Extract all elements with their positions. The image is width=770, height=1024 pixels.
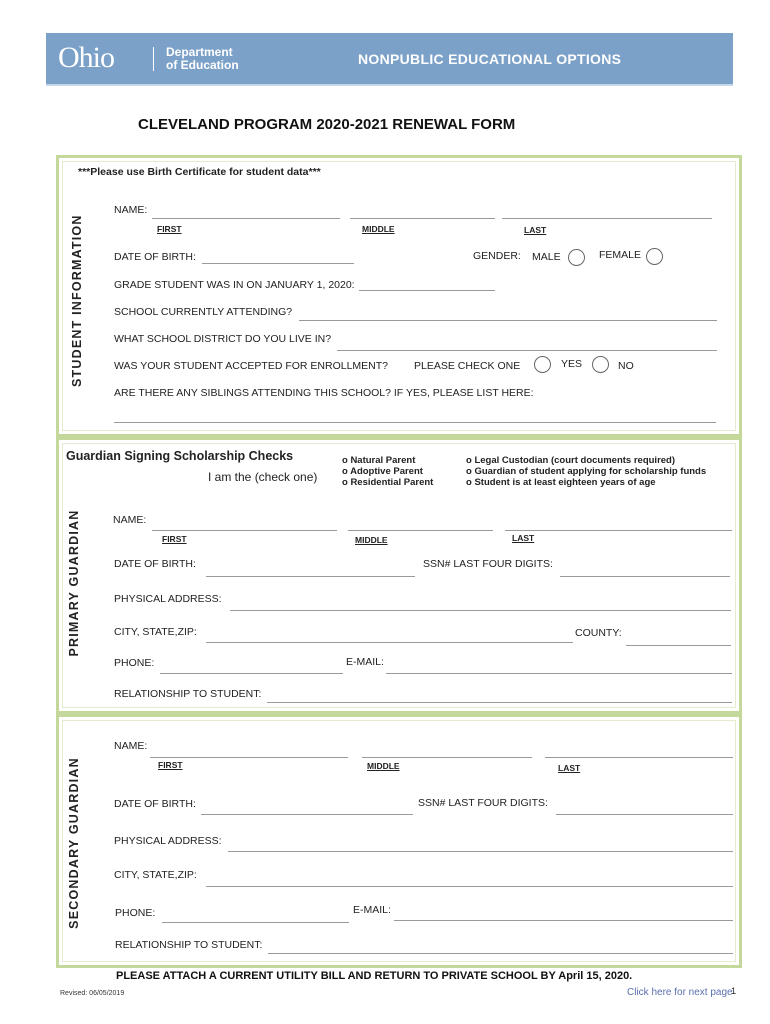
option-guardian-of-student[interactable]: o Guardian of student applying for scholarship funds bbox=[466, 466, 707, 477]
primary-relationship-field[interactable] bbox=[267, 702, 732, 703]
secondary-email-field[interactable] bbox=[394, 920, 733, 921]
primary-county-field[interactable] bbox=[626, 645, 731, 646]
primary-last-name-field[interactable] bbox=[505, 530, 732, 531]
grade-field[interactable] bbox=[359, 290, 495, 291]
student-first-caption: FIRST bbox=[157, 224, 182, 234]
secondary-relationship-field[interactable] bbox=[268, 953, 733, 954]
secondary-address-label: PHYSICAL ADDRESS: bbox=[114, 835, 222, 847]
siblings-field[interactable] bbox=[114, 422, 716, 423]
secondary-middle-name-field[interactable] bbox=[362, 757, 532, 758]
secondary-section-label: SECONDARY GUARDIAN bbox=[67, 757, 81, 929]
primary-phone-label: PHONE: bbox=[114, 657, 155, 669]
secondary-phone-label: PHONE: bbox=[115, 907, 156, 919]
primary-middle-caption: MIDDLE bbox=[355, 535, 388, 545]
secondary-first-name-field[interactable] bbox=[150, 757, 348, 758]
student-last-caption: LAST bbox=[524, 225, 547, 235]
no-label: NO bbox=[618, 360, 634, 372]
primary-first-name-field[interactable] bbox=[152, 530, 337, 531]
male-radio[interactable] bbox=[568, 249, 585, 266]
option-adoptive-parent[interactable]: o Adoptive Parent bbox=[342, 466, 423, 477]
program-title: NONPUBLIC EDUCATIONAL OPTIONS bbox=[358, 51, 622, 67]
primary-relationship-label: RELATIONSHIP TO STUDENT: bbox=[114, 688, 262, 700]
primary-last-caption: LAST bbox=[512, 533, 535, 543]
grade-label: GRADE STUDENT WAS IN ON JANUARY 1, 2020: bbox=[114, 279, 355, 291]
guardian-options-left bbox=[342, 455, 433, 488]
primary-dob-field[interactable] bbox=[206, 576, 415, 577]
option-residential-parent[interactable]: o Residential Parent bbox=[342, 477, 434, 488]
primary-city-field[interactable] bbox=[206, 642, 573, 643]
student-section-label: STUDENT INFORMATION bbox=[70, 214, 84, 387]
secondary-dob-field[interactable] bbox=[201, 814, 413, 815]
no-radio[interactable] bbox=[592, 356, 609, 373]
primary-ssn-field[interactable] bbox=[560, 576, 730, 577]
check-one-instruction: I am the (check one) bbox=[208, 470, 318, 484]
gender-label: GENDER: bbox=[473, 250, 521, 262]
secondary-ssn-label: SSN# LAST FOUR DIGITS: bbox=[418, 797, 548, 809]
student-dob-field[interactable] bbox=[202, 263, 354, 264]
primary-dob-label: DATE OF BIRTH: bbox=[114, 558, 196, 570]
secondary-address-field[interactable] bbox=[228, 851, 733, 852]
primary-first-caption: FIRST bbox=[162, 534, 187, 544]
logo-divider bbox=[153, 47, 154, 71]
student-middle-caption: MIDDLE bbox=[362, 224, 395, 234]
primary-name-label: NAME: bbox=[113, 514, 147, 526]
primary-county-label: COUNTY: bbox=[575, 627, 622, 639]
option-legal-custodian[interactable]: o Legal Custodian (court documents required) bbox=[466, 455, 676, 466]
revised-date: Revised: 06/05/2019 bbox=[60, 990, 125, 997]
primary-city-label: CITY, STATE,ZIP: bbox=[114, 626, 197, 638]
secondary-relationship-label: RELATIONSHIP TO STUDENT: bbox=[115, 939, 263, 951]
primary-address-field[interactable] bbox=[230, 610, 731, 611]
option-natural-parent[interactable]: o Natural Parent bbox=[342, 455, 416, 466]
secondary-last-caption: LAST bbox=[558, 763, 581, 773]
next-page-link[interactable]: Click here for next page bbox=[627, 987, 733, 998]
secondary-email-label: E-MAIL: bbox=[353, 904, 391, 916]
dept-line-2: of Education bbox=[166, 58, 239, 72]
female-radio[interactable] bbox=[646, 248, 663, 265]
form-title: CLEVELAND PROGRAM 2020-2021 RENEWAL FORM bbox=[138, 116, 516, 133]
student-last-name-field[interactable] bbox=[502, 218, 712, 219]
yes-radio[interactable] bbox=[534, 356, 551, 373]
school-field[interactable] bbox=[299, 320, 717, 321]
primary-section-label: PRIMARY GUARDIAN bbox=[67, 509, 81, 657]
page-number: 1 bbox=[731, 986, 737, 996]
district-label: WHAT SCHOOL DISTRICT DO YOU LIVE IN? bbox=[114, 333, 332, 345]
student-dob-label: DATE OF BIRTH: bbox=[114, 251, 196, 263]
accepted-label: WAS YOUR STUDENT ACCEPTED FOR ENROLLMENT? bbox=[114, 360, 389, 372]
siblings-label: ARE THERE ANY SIBLINGS ATTENDING THIS SCHOOL? IF YES, PLEASE LIST HERE: bbox=[114, 387, 534, 399]
primary-email-label: E-MAIL: bbox=[346, 656, 384, 668]
ohio-logo: Ohio bbox=[58, 41, 114, 74]
header-banner bbox=[46, 33, 733, 86]
school-label: SCHOOL CURRENTLY ATTENDING? bbox=[114, 306, 293, 318]
secondary-name-label: NAME: bbox=[114, 740, 148, 752]
secondary-dob-label: DATE OF BIRTH: bbox=[114, 798, 196, 810]
secondary-last-name-field[interactable] bbox=[545, 757, 733, 758]
dept-line-1: Department bbox=[166, 45, 233, 59]
department-name bbox=[166, 46, 239, 72]
attach-utility-bill-note: PLEASE ATTACH A CURRENT UTILITY BILL AND RETURN TO PRIVATE SCHOOL BY April 15, 2020. bbox=[116, 970, 633, 982]
secondary-phone-field[interactable] bbox=[162, 922, 349, 923]
district-field[interactable] bbox=[337, 350, 717, 351]
student-name-label: NAME: bbox=[114, 204, 148, 216]
secondary-middle-caption: MIDDLE bbox=[367, 761, 400, 771]
female-label: FEMALE bbox=[599, 249, 642, 261]
primary-email-field[interactable] bbox=[386, 673, 732, 674]
secondary-ssn-field[interactable] bbox=[556, 814, 733, 815]
signing-title: Guardian Signing Scholarship Checks bbox=[66, 449, 294, 463]
yes-label: YES bbox=[561, 358, 583, 370]
guardian-options-right bbox=[466, 455, 706, 488]
primary-address-label: PHYSICAL ADDRESS: bbox=[114, 593, 222, 605]
primary-ssn-label: SSN# LAST FOUR DIGITS: bbox=[423, 558, 553, 570]
birth-certificate-note: ***Please use Birth Certificate for student data*** bbox=[78, 166, 321, 178]
primary-phone-field[interactable] bbox=[160, 673, 343, 674]
student-middle-name-field[interactable] bbox=[350, 218, 495, 219]
secondary-first-caption: FIRST bbox=[158, 760, 183, 770]
primary-middle-name-field[interactable] bbox=[348, 530, 493, 531]
secondary-city-field[interactable] bbox=[206, 886, 733, 887]
student-first-name-field[interactable] bbox=[152, 218, 340, 219]
check-one-label: PLEASE CHECK ONE bbox=[414, 360, 521, 372]
secondary-city-label: CITY, STATE,ZIP: bbox=[114, 869, 197, 881]
option-student-eighteen[interactable]: o Student is at least eighteen years of age bbox=[466, 477, 656, 488]
male-label: MALE bbox=[532, 251, 561, 263]
